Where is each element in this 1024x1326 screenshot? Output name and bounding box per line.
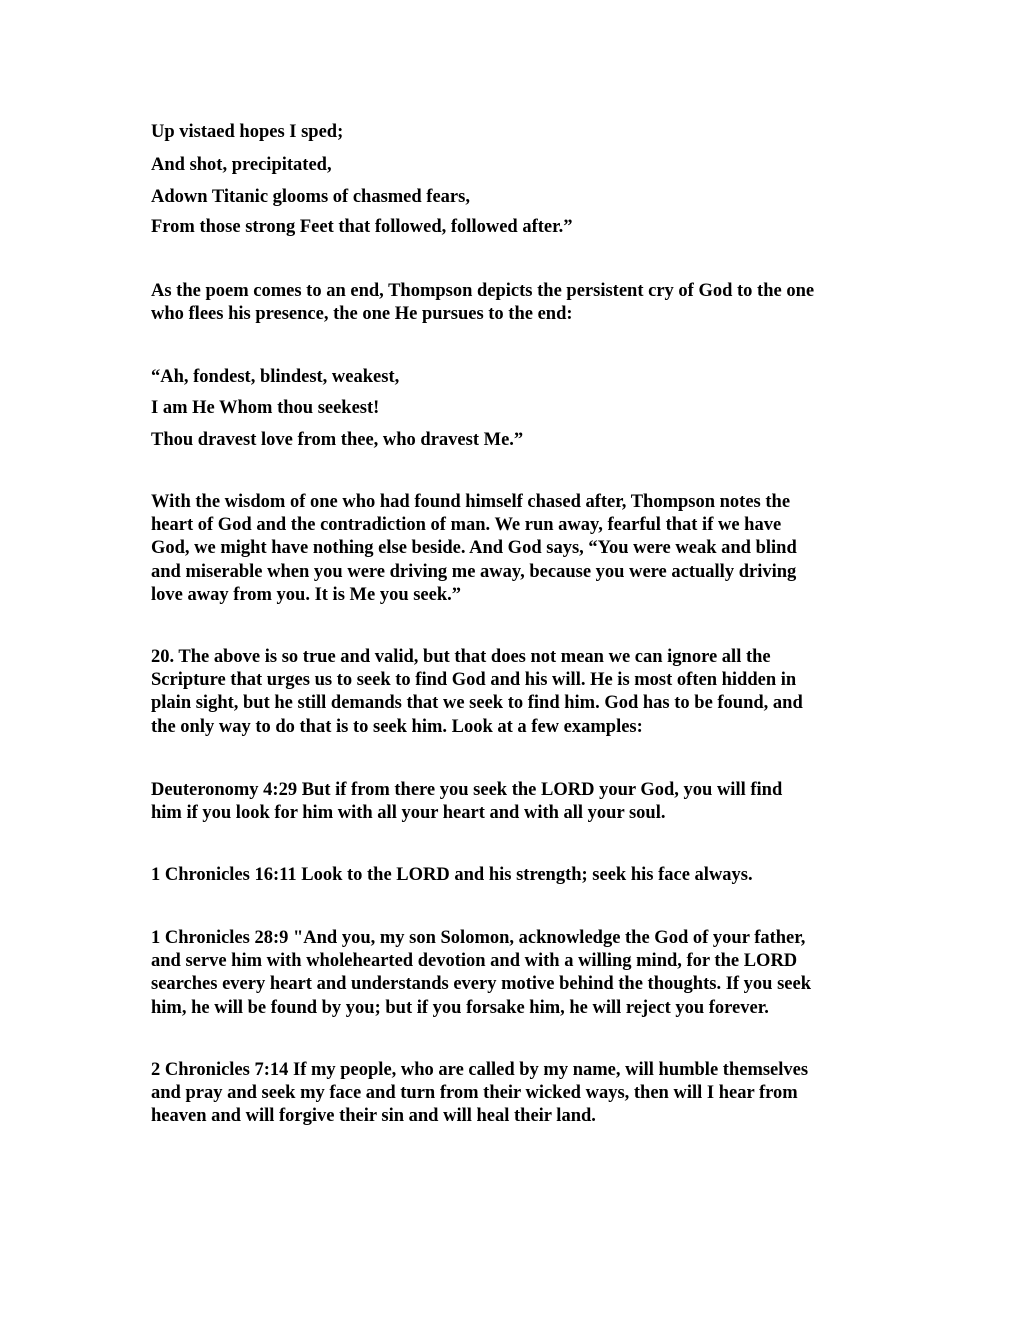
scripture-line: 2 Chronicles 7:14 If my people, who are called by my name, will humble themselves <box>151 1060 809 1080</box>
wisdom-paragraph <box>151 491 881 607</box>
poem-line: “Ah, fondest, blindest, weakest, <box>151 367 400 387</box>
paragraph-line: the only way to do that is to seek him. Look at a few examples: <box>151 716 643 737</box>
poem-line: I am He Whom thou seekest! <box>151 398 380 418</box>
paragraph-line: plain sight, but he still demands that we seek to find him. God has to be found, and <box>151 693 803 714</box>
scripture-line: Deuteronomy 4:29 But if from there you seek the LORD your God, you will find <box>151 780 783 800</box>
scripture-line: 1 Chronicles 16:11 Look to the LORD and his strength; seek his face always. <box>151 865 753 885</box>
scripture-line: him if you look for him with all your heart and with all your soul. <box>151 803 666 824</box>
document-page <box>151 0 881 1326</box>
paragraph-line: who flees his presence, the one He pursues to the end: <box>151 304 573 325</box>
paragraph-line: God, we might have nothing else beside. And God says, “You were weak and blind <box>151 538 797 559</box>
paragraph-line: Scripture that urges us to seek to find God and his will. He is most often hidden in <box>151 670 797 691</box>
poem-line: Adown Titanic glooms of chasmed fears, <box>151 187 470 207</box>
scripture-1-chronicles-28-9 <box>151 927 881 1020</box>
paragraph-line: 20. The above is so true and valid, but that does not mean we can ignore all the <box>151 647 771 667</box>
scripture-line: heaven and will forgive their sin and will heal their land. <box>151 1106 596 1127</box>
point-20-paragraph <box>151 646 881 739</box>
scripture-line: and pray and seek my face and turn from their wicked ways, then will I hear from <box>151 1083 798 1104</box>
intro-paragraph <box>151 280 881 326</box>
scripture-1-chronicles-16-11 <box>151 864 881 887</box>
scripture-line: him, he will be found by you; but if you forsake him, he will reject you forever. <box>151 997 769 1018</box>
scripture-deuteronomy-4-29 <box>151 779 881 825</box>
scripture-2-chronicles-7-14 <box>151 1059 881 1129</box>
paragraph-line: and miserable when you were driving me away, because you were actually driving <box>151 561 797 582</box>
paragraph-line: heart of God and the contradiction of man. We run away, fearful that if we have <box>151 515 782 536</box>
scripture-line: 1 Chronicles 28:9 "And you, my son Solomon, acknowledge the God of your father, <box>151 928 806 948</box>
poem-line: Thou dravest love from thee, who dravest Me.” <box>151 430 524 450</box>
scripture-line: searches every heart and understands every motive behind the thoughts. If you seek <box>151 974 812 995</box>
paragraph-line: love away from you. It is Me you seek.” <box>151 584 462 605</box>
poem-line: From those strong Feet that followed, followed after.” <box>151 217 573 237</box>
poem-line: And shot, precipitated, <box>151 155 332 175</box>
paragraph-line: With the wisdom of one who had found himself chased after, Thompson notes the <box>151 492 791 512</box>
scripture-line: and serve him with wholehearted devotion and with a willing mind, for the LORD <box>151 951 798 972</box>
paragraph-line: As the poem comes to an end, Thompson depicts the persistent cry of God to the one <box>151 281 815 301</box>
poem-line: Up vistaed hopes I sped; <box>151 122 344 142</box>
